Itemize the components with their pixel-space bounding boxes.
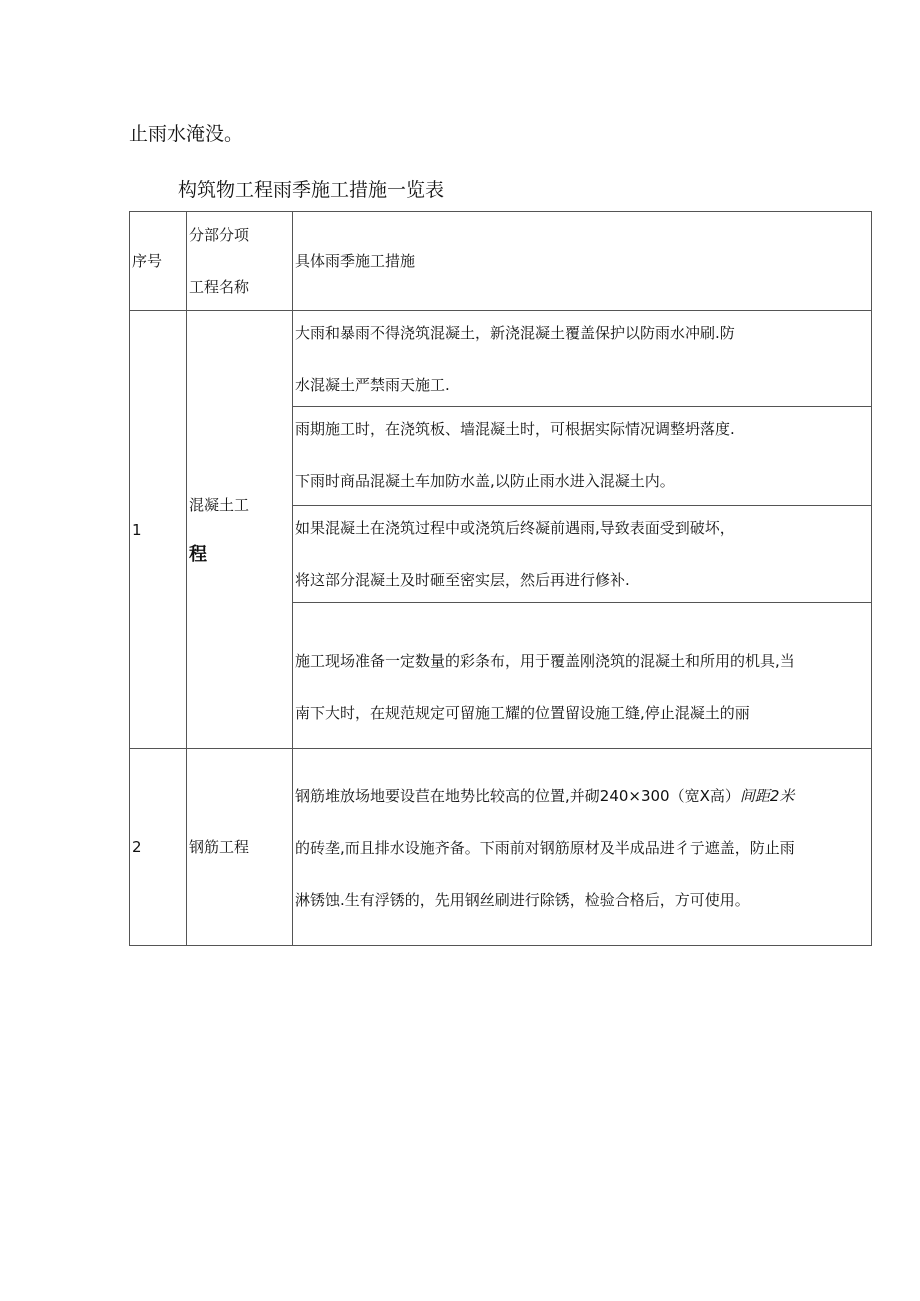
concrete-measure-4-line2: 南下大时，在规范规定可留施工耀的位置留设施工缝,停止混凝土的丽 (295, 704, 750, 722)
steel-no: 2 (132, 838, 142, 856)
concrete-measure-3-line1: 如果混凝土在浇筑过程中或浇筑后终凝前遇雨,导致表面受到破坏， (295, 519, 735, 537)
concrete-no: 1 (132, 520, 142, 539)
concrete-measure-cell (293, 407, 872, 506)
steel-measure-line1-b: 间距2米 (739, 787, 795, 805)
steel-measure-line1-a: 钢筋堆放场地要设苣在地势比较高的位置,并砌240×300（宽X高） (295, 787, 740, 805)
concrete-name-line1: 混凝土工 (189, 495, 250, 514)
concrete-measure-1-line2: 水混凝土严禁雨天施工. (295, 376, 450, 394)
rain-season-measures-table (129, 211, 872, 946)
table-row (130, 749, 872, 946)
steel-measure-cell (293, 749, 872, 946)
table-caption: 构筑物工程雨季施工措施一览表 (178, 179, 445, 201)
header-name-cell (187, 212, 293, 311)
concrete-measure-cell (293, 506, 872, 603)
concrete-measure-2-line2: 下雨时商品混凝土车加防水盖,以防止雨水进入混凝土内。 (295, 472, 675, 490)
header-name-line2: 工程名称 (189, 278, 250, 296)
concrete-measure-1-line1: 大雨和暴雨不得浇筑混凝土，新浇混凝土覆盖保护以防雨水冲刷.防 (295, 324, 735, 342)
concrete-measure-cell (293, 603, 872, 749)
steel-name-cell (187, 749, 293, 946)
header-name-line1: 分部分项 (189, 226, 250, 244)
steel-measure-line3: 淋锈蚀.生有浮锈的，先用钢丝刷进行除锈，检验合格后，方可使用。 (295, 891, 750, 909)
header-detail-cell (293, 212, 872, 311)
header-detail: 具体雨季施工措施 (295, 252, 416, 270)
concrete-measure-2-line1: 雨期施工时，在浇筑板、墙混凝土时，可根据实际情况调整坍落度. (295, 420, 735, 438)
table-header-row (130, 212, 872, 311)
steel-measure-line2: 的砖垄,而且排水设施齐备。下雨前对钢筋原材及半成品进彳亍遮盖，防止雨 (295, 839, 795, 857)
steel-name: 钢筋工程 (189, 838, 250, 856)
intro-text: 止雨水淹没。 (129, 123, 244, 145)
steel-no-cell (130, 749, 187, 946)
concrete-measure-4-line1: 施工现场准备一定数量的彩条布，用于覆盖刚浇筑的混凝土和所用的机具,当 (295, 652, 795, 670)
steel-measure-line1 (295, 786, 871, 806)
header-no-cell (130, 212, 187, 311)
concrete-measure-3-line2: 将这部分混凝土及时砸至密实层，然后再进行修补. (295, 571, 630, 589)
header-no: 序号 (132, 252, 163, 270)
concrete-no-cell (130, 311, 187, 749)
table-row (130, 311, 872, 407)
concrete-measure-cell (293, 311, 872, 407)
concrete-name-line2: 程 (189, 543, 207, 565)
concrete-name-cell (187, 311, 293, 749)
